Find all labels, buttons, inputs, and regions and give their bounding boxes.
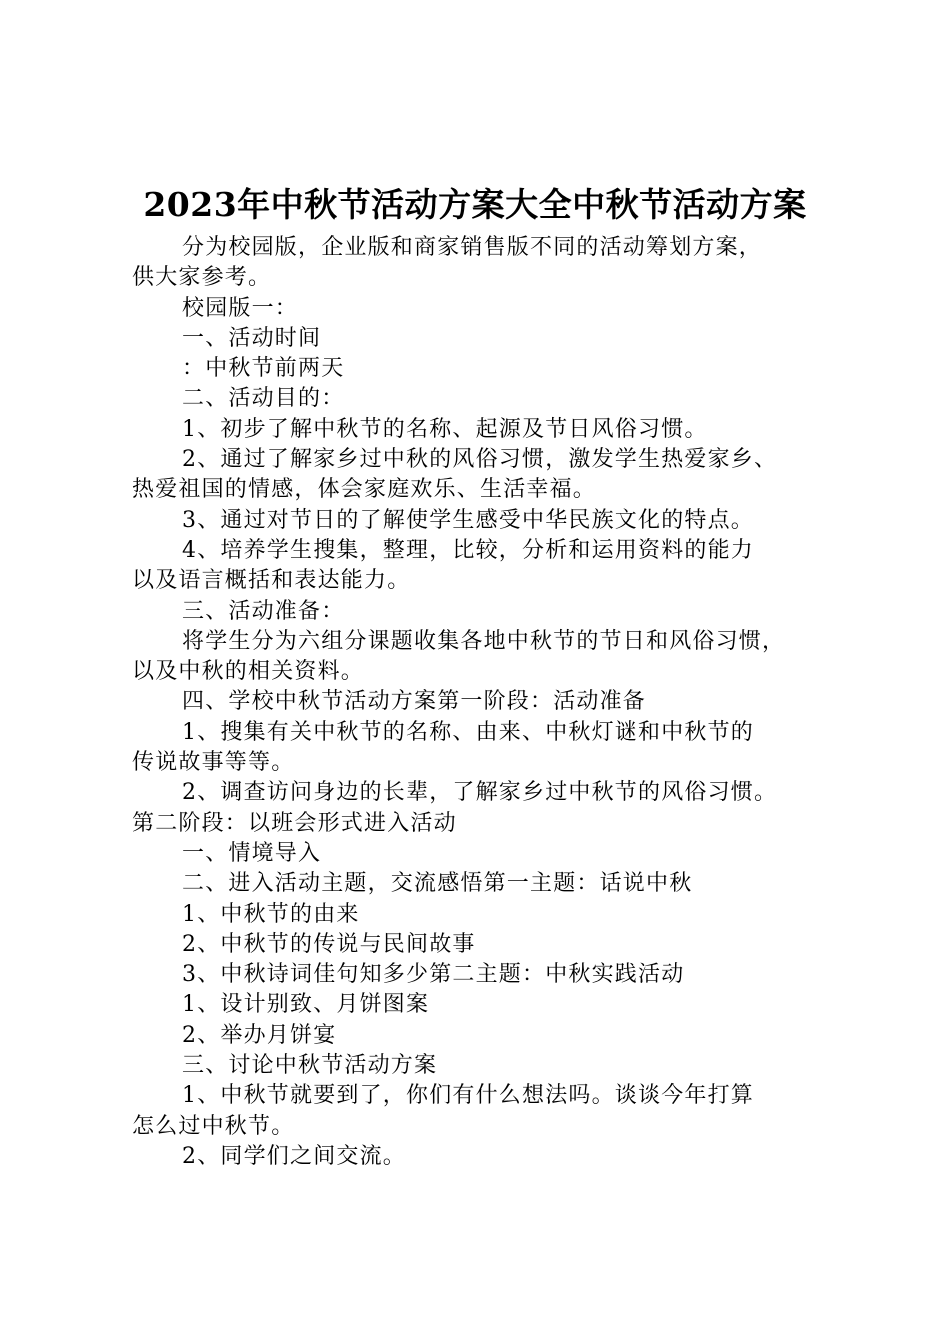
text-line: 一、活动时间 bbox=[182, 325, 322, 351]
text-line: 2、调查访问身边的长辈，了解家乡过中秋节的风俗习惯。 bbox=[182, 780, 778, 806]
text-line: 2、同学们之间交流。 bbox=[182, 1143, 406, 1169]
text-line: 2、中秋节的传说与民间故事 bbox=[182, 931, 476, 957]
document-title: 2023年中秋节活动方案大全中秋节活动方案 bbox=[143, 185, 807, 224]
text-line: 以及语言概括和表达能力。 bbox=[132, 568, 411, 594]
text-line: 1、设计别致、月饼图案 bbox=[182, 992, 430, 1018]
text-line: 二、活动目的： bbox=[182, 386, 345, 412]
text-line: 三、活动准备： bbox=[182, 598, 345, 624]
text-line: 二、进入活动主题，交流感悟第一主题：话说中秋 bbox=[182, 871, 693, 897]
text-line: 将学生分为六组分课题收集各地中秋节的节日和风俗习惯， bbox=[182, 628, 786, 654]
text-line: 供大家参考。 bbox=[132, 265, 272, 291]
text-line: 以及中秋的相关资料。 bbox=[132, 659, 365, 685]
text-line: 三、讨论中秋节活动方案 bbox=[182, 1053, 438, 1079]
text-line: 热爱祖国的情感，体会家庭欢乐、生活幸福。 bbox=[132, 477, 597, 503]
text-line: 校园版一： bbox=[182, 295, 299, 321]
text-line: 2、通过了解家乡过中秋的风俗习惯，激发学生热爱家乡、 bbox=[182, 447, 778, 473]
text-line: 四、学校中秋节活动方案第一阶段：活动准备 bbox=[182, 689, 647, 715]
text-line: 传说故事等等。 bbox=[132, 750, 295, 776]
text-line: 1、中秋节就要到了，你们有什么想法吗。谈谈今年打算 bbox=[182, 1083, 754, 1109]
text-line: 1、初步了解中秋节的名称、起源及节日风俗习惯。 bbox=[182, 416, 708, 442]
text-line: 一、情境导入 bbox=[182, 840, 322, 866]
text-line: 3、通过对节日的了解使学生感受中华民族文化的特点。 bbox=[182, 507, 754, 533]
text-line: 第二阶段：以班会形式进入活动 bbox=[132, 810, 457, 836]
document-body bbox=[132, 233, 832, 1172]
text-line: 2、举办月饼宴 bbox=[182, 1022, 337, 1048]
text-line: 1、中秋节的由来 bbox=[182, 901, 360, 927]
text-line: 3、中秋诗词佳句知多少第二主题：中秋实践活动 bbox=[182, 962, 685, 988]
text-line: 怎么过中秋节。 bbox=[132, 1113, 295, 1139]
text-line: 1、搜集有关中秋节的名称、由来、中秋灯谜和中秋节的 bbox=[182, 719, 754, 745]
text-line: 4、培养学生搜集，整理，比较，分析和运用资料的能力 bbox=[182, 537, 754, 563]
text-line: ：中秋节前两天 bbox=[182, 356, 345, 382]
text-line: 分为校园版，企业版和商家销售版不同的活动筹划方案， bbox=[182, 235, 763, 260]
